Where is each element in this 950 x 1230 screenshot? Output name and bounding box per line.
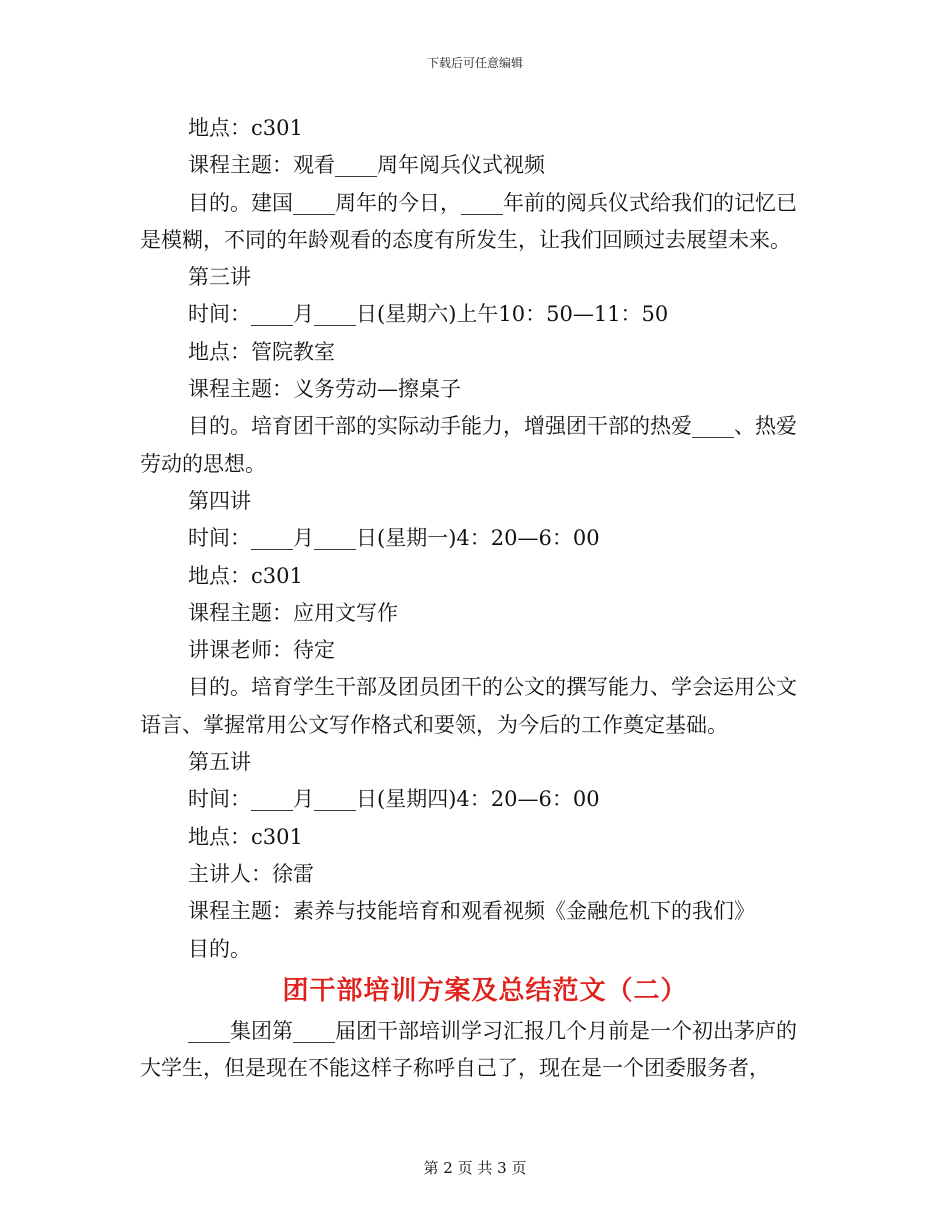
paragraph: 地点：c301 xyxy=(188,563,303,588)
paragraph: 时间：____月____日(星期一)4：20—6：00 xyxy=(188,526,600,551)
paragraph: 目的。 xyxy=(188,936,251,961)
lecture-heading: 第三讲 xyxy=(188,265,251,290)
paragraph: 讲课老师：待定 xyxy=(188,638,335,663)
paragraph: 课程主题：素养与技能培育和观看视频《金融危机下的我们》 xyxy=(188,899,755,924)
paragraph: ____集团第____届团干部培训学习汇报几个月前是一个初出茅庐的大学生，但是现在不能这样子称呼自己了，现在是一个团委服务者， xyxy=(140,1018,797,1081)
page-number: 第 2 页 共 3 页 xyxy=(423,1159,527,1177)
paragraph: 目的。建国____周年的今日，____年前的阅兵仪式给我们的记忆已是模糊，不同的年龄观看的态度有所发生，让我们回顾过去展望未来。 xyxy=(140,190,797,252)
paragraph: 地点：管院教室 xyxy=(188,339,335,364)
header-note: 下载后可任意编辑 xyxy=(426,56,523,70)
paragraph: 时间：____月____日(星期六)上午10：50—11：50 xyxy=(188,302,669,327)
paragraph: 地点：c301 xyxy=(188,116,303,140)
paragraph: 地点：c301 xyxy=(188,824,303,849)
paragraph: 目的。培育学生干部及团员团干的公文的撰写能力、学会运用公文语言、掌握常用公文写作格式和要领，为今后的工作奠定基础。 xyxy=(140,675,797,737)
paragraph: 课程主题：观看____周年阅兵仪式视频 xyxy=(188,153,545,178)
section-title: 团干部培训方案及总结范文（二） xyxy=(282,975,688,1006)
paragraph: 主讲人：徐雷 xyxy=(188,861,314,886)
paragraph: 课程主题：义务劳动—擦桌子 xyxy=(188,377,461,402)
lecture-heading: 第四讲 xyxy=(188,488,251,513)
paragraph: 课程主题：应用文写作 xyxy=(188,600,398,625)
lecture-heading: 第五讲 xyxy=(188,750,251,775)
paragraph: 目的。培育团干部的实际动手能力，增强团干部的热爱____、热爱劳动的思想。 xyxy=(140,414,797,476)
paragraph: 时间：____月____日(星期四)4：20—6：00 xyxy=(188,787,600,812)
document-body xyxy=(140,110,810,1087)
